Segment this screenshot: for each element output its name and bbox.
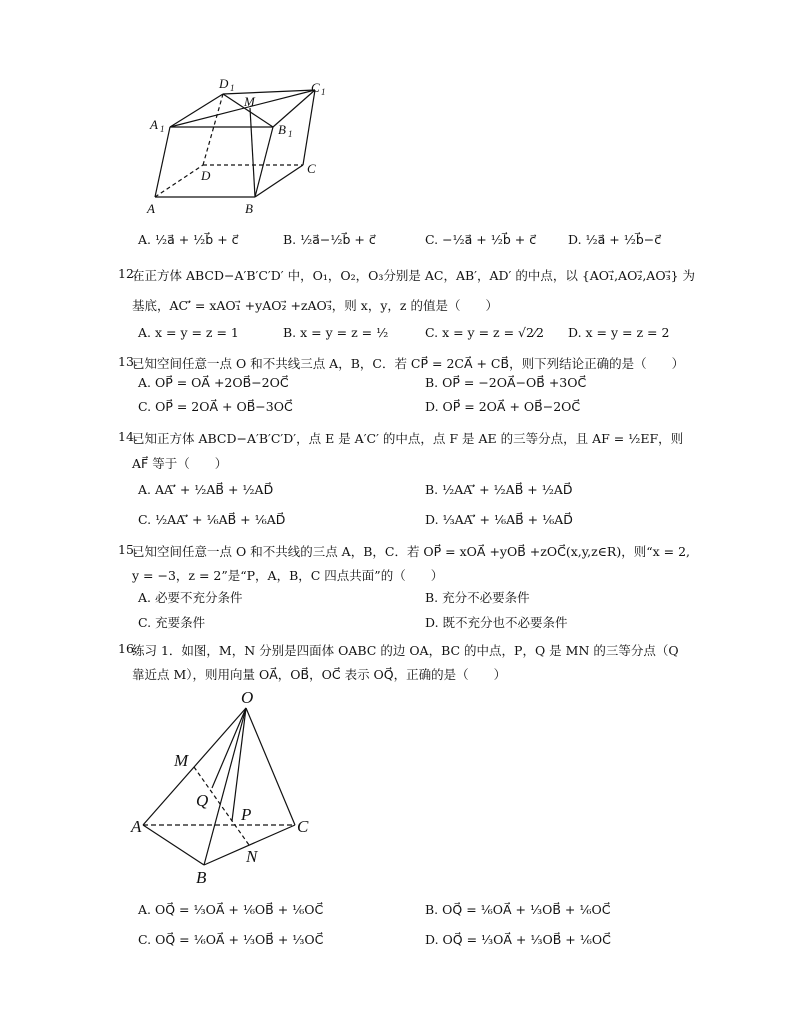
q14-number: 14. (118, 429, 138, 444)
q16-option-c[interactable]: C. OQ⃗ = ⅙OA⃗ + ⅓OB⃗ + ⅓OC⃗ (138, 932, 324, 947)
label-B: B (196, 868, 207, 887)
q15-number: 15. (118, 542, 138, 557)
q15-option-c[interactable]: C. 充要条件 (138, 615, 206, 630)
q15-option-b[interactable]: B. 充分不必要条件 (425, 590, 530, 605)
q16-option-d[interactable]: D. OQ⃗ = ⅓OA⃗ + ⅓OB⃗ + ⅙OC⃗ (425, 932, 611, 947)
q15-stem-line1: 已知空间任意一点 O 和不共线的三点 A，B，C．若 OP⃗ = xOA⃗ +yOB⃗ +zOC⃗(x,y,z∈R)，则“x = 2, (132, 544, 691, 559)
q12-option-b[interactable]: B. x = y = z = ½ (283, 325, 389, 340)
label-B1-sub: 1 (288, 129, 293, 139)
q11-option-a[interactable]: A. ½a⃗ + ½b⃗ + c⃗ (138, 232, 239, 247)
label-A-top: A (147, 201, 155, 216)
q12-option-c[interactable]: C. x = y = z = √2⁄2 (425, 325, 544, 340)
q13-option-c[interactable]: C. OP⃗ = 2OA⃗ + OB⃗−3OC⃗ (138, 399, 293, 414)
label-C-top: C (307, 161, 316, 176)
q14-option-a[interactable]: A. AA′⃗ + ½AB⃗ + ½AD⃗ (138, 482, 274, 497)
label-A1-sub: 1 (160, 124, 165, 134)
q16-number: 16. (118, 641, 138, 656)
q14-option-b[interactable]: B. ½AA′⃗ + ½AB⃗ + ½AD⃗ (425, 482, 573, 497)
q15-option-d[interactable]: D. 既不充分也不必要条件 (425, 615, 568, 630)
parallelepiped-figure (135, 72, 335, 222)
label-B1: B (278, 122, 286, 137)
label-C1-sub: 1 (321, 87, 326, 97)
q12-option-a[interactable]: A. x = y = z = 1 (138, 325, 239, 340)
label-M-top: M (244, 94, 255, 109)
tetrahedron-figure (128, 688, 328, 888)
label-D-top: D (201, 168, 211, 183)
label-P: P (241, 805, 252, 824)
label-C1: C (311, 80, 320, 95)
q13-stem-line1: 已知空间任意一点 O 和不共线三点 A，B，C．若 CP⃗ = 2CA⃗ + CB⃗，则下列结论正确的是（ ） (132, 356, 685, 371)
q12-stem-line1: 在正方体 ABCD−A′B′C′D′ 中，O₁，O₂，O₃分别是 AC，AB′，AD′ 的中点，以 {AO₁⃗,AO₂⃗,AO₃⃗} 为 (132, 268, 696, 283)
q14-option-d[interactable]: D. ⅓AA′⃗ + ⅙AB⃗ + ⅙AD⃗ (425, 512, 573, 527)
label-D1: D (219, 76, 229, 91)
q13-option-b[interactable]: B. OP⃗ = −2OA⃗−OB⃗ +3OC⃗ (425, 375, 587, 390)
label-A: A (131, 817, 142, 836)
q13-number: 13. (118, 354, 138, 369)
q16-stem-line2: 靠近点 M），则用向量 OA⃗，OB⃗，OC⃗ 表示 OQ⃗，正确的是（ ） (132, 667, 507, 682)
label-O: O (241, 688, 254, 707)
label-D1-sub: 1 (230, 83, 235, 93)
q14-option-c[interactable]: C. ½AA′⃗ + ⅙AB⃗ + ⅙AD⃗ (138, 512, 286, 527)
q11-option-d[interactable]: D. ½a⃗ + ½b⃗−c⃗ (568, 232, 662, 247)
label-A1: A (150, 117, 158, 132)
q12-option-d[interactable]: D. x = y = z = 2 (568, 325, 670, 340)
q15-stem-line2: y = −3，z = 2”是“P，A，B，C 四点共面”的（ ） (132, 568, 444, 583)
label-C: C (297, 817, 309, 836)
label-N: N (246, 847, 258, 866)
label-M: M (174, 751, 189, 770)
q16-option-a[interactable]: A. OQ⃗ = ⅓OA⃗ + ⅙OB⃗ + ⅙OC⃗ (138, 902, 324, 917)
q12-number: 12. (118, 266, 138, 281)
q13-option-d[interactable]: D. OP⃗ = 2OA⃗ + OB⃗−2OC⃗ (425, 399, 581, 414)
label-B-top: B (245, 201, 253, 216)
q12-stem-line2: 基底，AC′⃗ = xAO₁⃗ +yAO₂⃗ +zAO₃⃗，则 x，y，z 的值是（ ） (132, 298, 498, 313)
q14-stem-line1: 已知正方体 ABCD−A′B′C′D′，点 E 是 A′C′ 的中点，点 F 是 AE 的三等分点，且 AF = ½EF，则 (132, 431, 684, 446)
q15-option-a[interactable]: A. 必要不充分条件 (138, 590, 243, 605)
q13-option-a[interactable]: A. OP⃗ = OA⃗ +2OB⃗−2OC⃗ (138, 375, 289, 390)
q14-stem-line2: AF⃗ 等于（ ） (132, 456, 228, 471)
q16-stem-line1: 练习 1．如图，M，N 分别是四面体 OABC 的边 OA，BC 的中点，P，Q 是 MN 的三等分点（Q (132, 643, 679, 658)
q16-option-b[interactable]: B. OQ⃗ = ⅙OA⃗ + ⅓OB⃗ + ⅙OC⃗ (425, 902, 611, 917)
label-Q: Q (196, 791, 209, 810)
q11-option-b[interactable]: B. ½a⃗−½b⃗ + c⃗ (283, 232, 376, 247)
q11-option-c[interactable]: C. −½a⃗ + ½b⃗ + c⃗ (425, 232, 537, 247)
